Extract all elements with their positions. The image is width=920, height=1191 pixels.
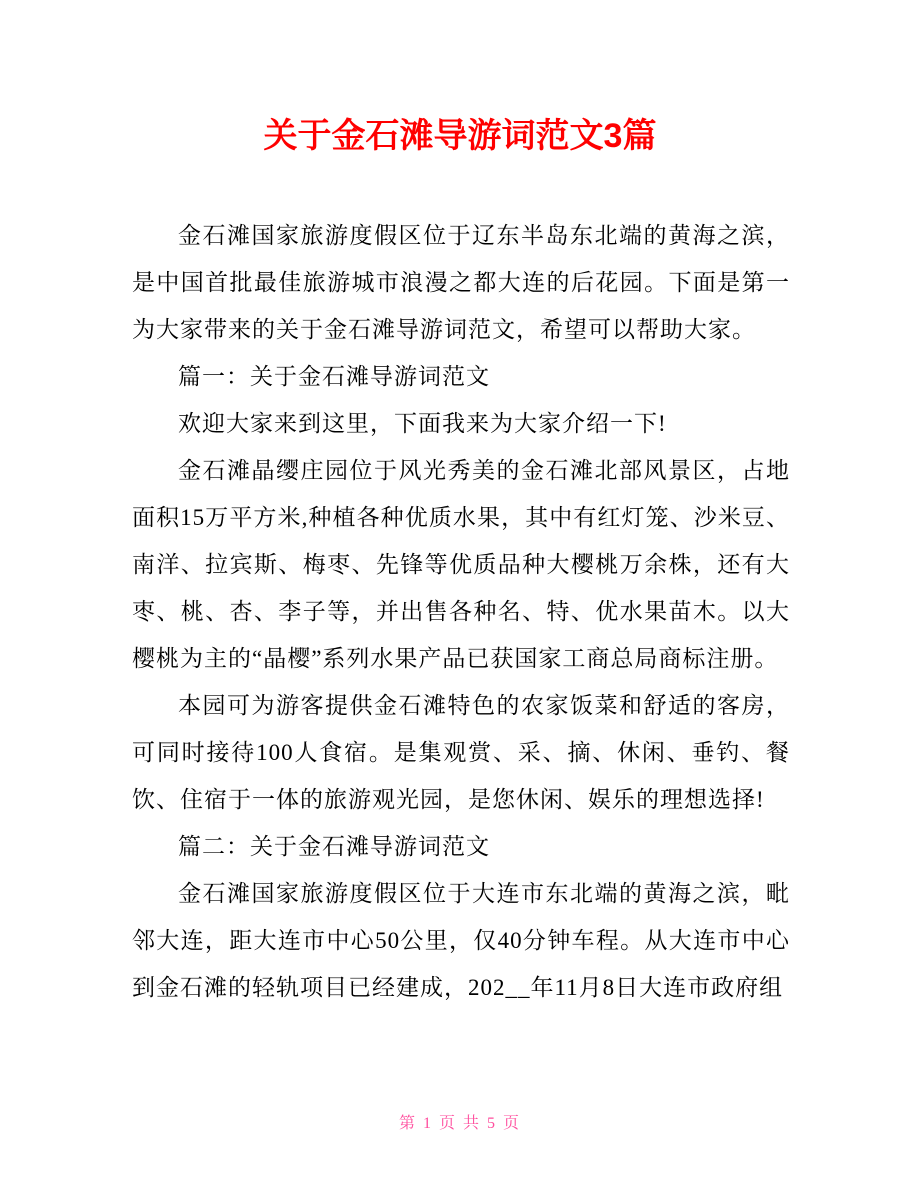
document-body xyxy=(132,212,790,1011)
paragraph-section2-heading: 篇二：关于金石滩导游词范文 xyxy=(178,834,490,859)
paragraph-orchard-description: 金石滩晶缨庄园位于风光秀美的金石滩北部风景区，占地面积15万平方米,种植各种优质水果，其中有红灯笼、沙米豆、南洋、拉宾斯、梅枣、先锋等优质品种大樱桃万余株，还有大枣、桃、杏、李子等，并出售各种名、特、优水果苗木。以大樱桃为主的“晶樱”系列水果产品已获国家工商总局商标注册。 xyxy=(132,458,790,671)
paragraph-section1-heading: 篇一：关于金石滩导游词范文 xyxy=(178,364,490,389)
paragraph-intro: 金石滩国家旅游度假区位于辽东半岛东北端的黄海之滨，是中国首批最佳旅游城市浪漫之都大连的后花园。下面是第一为大家带来的关于金石滩导游词范文，希望可以帮助大家。 xyxy=(132,223,790,342)
page-title: 关于金石滩导游词范文3篇 xyxy=(263,117,657,155)
paragraph-welcome: 欢迎大家来到这里，下面我来为大家介绍一下! xyxy=(178,411,667,436)
paragraph-services: 本园可为游客提供金石滩特色的农家饭菜和舒适的客房，可同时接待100人食宿。是集观赏、采、摘、休闲、垂钓、餐饮、住宿于一体的旅游观光园，是您休闲、娱乐的理想选择! xyxy=(132,693,790,812)
paragraph-section2-intro: 金石滩国家旅游度假区位于大连市东北端的黄海之滨，毗邻大连，距大连市中心50公里，仅40分钟车程。从大连市中心到金石滩的轻轨项目已经建成，202__年11月8日大连市政府组 xyxy=(132,881,790,1000)
page-number-indicator: 第 1 页 共 5 页 xyxy=(398,1115,521,1132)
